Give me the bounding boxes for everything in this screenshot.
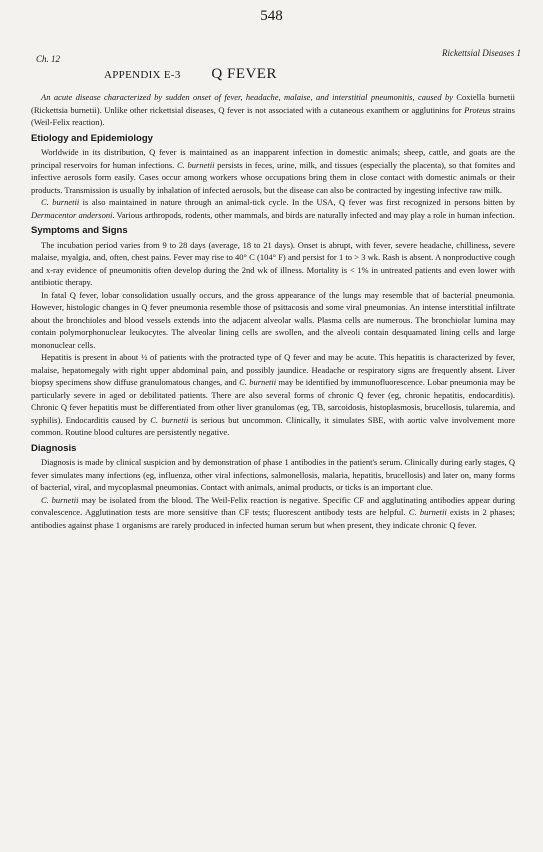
symptoms-paragraph-2: In fatal Q fever, lobar consolidation usually occurs, and the gross appearance of the lungs may resemble that of bacterial pneumonia. However, histologic changes in Q fever pneumonia resemble those of psittacosis and some viral pneumonias. An intense interstitial infiltrate about the bronchioles and blood vessels extends into the adjacent alveolar walls. Plasma cells are numerous. The bronchiolar lumina may contain polymorphonuclear leukocytes. The alveolar lining cells are swollen, and the alveoli contain desquamated lining cells and large mononuclear cells.	[31, 289, 515, 350]
diagnosis-p2-text-b: exists in 2 phases; antibodies against phase 1 organisms are rarely produced in infected human serum but when present, they indicate chronic Q fever.	[31, 507, 515, 530]
symptoms-p3-text: Hepatitis is present in about ½ of patients with the protracted type of Q fever and may be acute. This hepatitis is characterized by fever, malaise, hepatomegaly with right upper abdominal pain, and possibly jaundice. Headache or respiratory signs are frequently absent. Liver biopsy specimens show diffuse granulomatous changes, and	[31, 352, 515, 387]
diagnosis-p2-italic-2: C. burnetii	[408, 507, 447, 517]
intro-italic: An acute disease characterized by sudden onset of fever, headache, malaise, and interstitial pneumonitis, caused by	[41, 92, 453, 102]
etiology-p2-text-b: Various arthropods, rodents, other mammals, and birds are naturally infected and may play a role in human infection.	[114, 209, 515, 220]
intro-text: Coxiella burnetii (Rickettsia burnetii). Unlike other rickettsial diseases, Q fever is not associated with a cutaneous exanthem or agglutinins for	[31, 92, 515, 115]
etiology-p1-text: Worldwide in its distribution, Q fever is maintained as an inapparent infection in domestic animals; sheep, cattle, and goats are the principal reservoirs for human infections.	[31, 147, 515, 170]
page-number: 548	[260, 8, 283, 24]
symptoms-paragraph-1: The incubation period varies from 9 to 28 days (average, 18 to 21 days). Onset is abrupt, with fever, severe headache, chilliness, severe malaise, myalgia, and, often, chest pains. Fever may rise to 40° C (104° F) and persist for 1 to > 3 wk. Rash is absent. A nonproductive cough and x-ray evidence of pneumonitis often develop during the 2nd wk of illness. Mortality is < 1% in untreated patients and even lower with antibiotic therapy.	[31, 239, 515, 287]
etiology-p1-italic: C. burnetii	[177, 159, 215, 170]
symptoms-paragraph-3	[31, 351, 515, 439]
diagnosis-p2-italic: C. burnetii	[41, 494, 79, 505]
heading-diagnosis: Diagnosis	[31, 442, 77, 454]
symptoms-p3-italic-2: C. burnetii	[150, 414, 189, 425]
intro-paragraph	[31, 91, 515, 129]
etiology-p2-text: is also maintained in nature through an animal-tick cycle. In the USA, Q fever was first recognized in persons bitten by	[79, 197, 515, 207]
etiology-p2-italic-2: Dermacentor andersoni.	[31, 209, 115, 220]
etiology-paragraph-2	[31, 196, 515, 221]
diagnosis-paragraph-1: Diagnosis is made by clinical suspicion and by demonstration of phase 1 antibodies in the patient's serum. Clinically during early stages, Q fever simulates many infections (eg, influenza, other viral infections, salmonellosis, malaria, hepatitis, brucellosis) and later on, many forms of bacterial, viral, and mycoplasmal pneumonias. Contact with animals, animal products, or ticks is an important clue.	[31, 457, 515, 492]
chapter-label: Ch. 12	[36, 54, 61, 64]
appendix-label: APPENDIX E-3	[104, 69, 181, 81]
etiology-p2-italic: C. burnetii	[41, 197, 80, 207]
diagnosis-p2-text: may be isolated from the blood. The Weil-Felix reaction is negative. Specific CF and agglutinating antibodies appear during convalescence. Agglutination tests are more sensitive than CF tests; fluorescent antibody tests are helpful.	[31, 494, 515, 517]
heading-symptoms: Symptoms and Signs	[31, 225, 128, 236]
symptoms-p3-text-b: may be identified by immunofluorescence. Lobar pneumonia may be particularly severe in aged or debilitated patients. There are also several forms of chronic Q fever (eg, chronic hepatitis, endocarditis). Chronic Q fever hepatitis must be differentiated from other liver granulomas (eg, TB, sarcoidosis, histoplasmosis, brucellosis, tularemia, and syphilis). Endocarditis caused by	[31, 377, 515, 425]
title-row	[104, 66, 277, 83]
article-body	[31, 91, 515, 531]
symptoms-p3-italic: C. burnetii	[239, 377, 277, 387]
heading-etiology: Etiology and Epidemiology	[31, 132, 153, 144]
etiology-p1-text-b: persists in feces, urine, milk, and tissues (especially the placenta), so that fomites and infective aerosols form easily. Cases occur among workers whose occupations bring them in close contact with domestic animals or their products. Transmission is usually by inhalation of infected aerosols, but the disease can also be contracted by ingesting infective raw milk.	[31, 159, 515, 195]
symptoms-p3-text-c: is serious but uncommon. Clinically, it simulates SBE, with aortic valve involvement more common. Routine blood cultures are persistently negative.	[31, 414, 515, 437]
running-head: Rickettsial Diseases 1	[442, 48, 521, 58]
diagnosis-paragraph-2	[31, 494, 515, 532]
intro-proteus: Proteus	[464, 104, 491, 115]
page-title: Q FEVER	[211, 66, 277, 82]
intro-end: strains (Weil-Felix reaction).	[31, 104, 515, 127]
etiology-paragraph-1	[31, 146, 515, 196]
